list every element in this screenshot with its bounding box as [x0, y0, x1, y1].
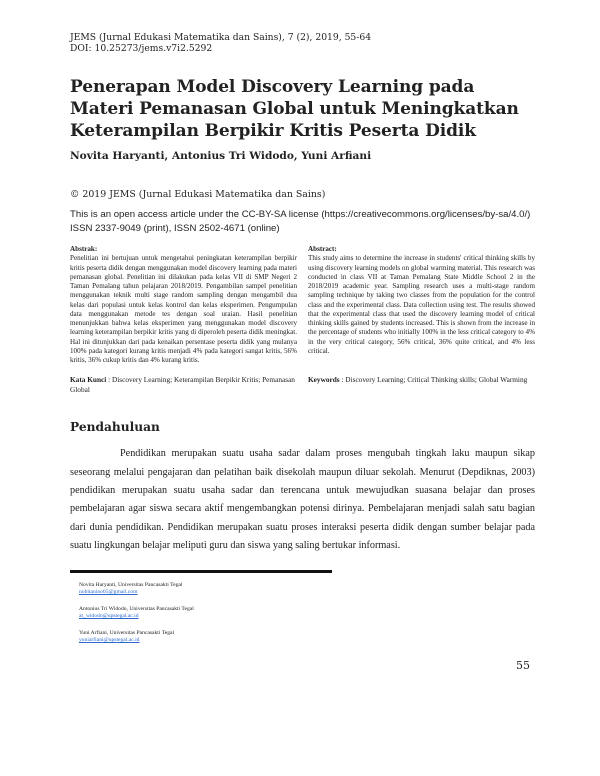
kata-kunci	[70, 375, 297, 394]
license-statement: This is an open access article under the CC-BY-SA license (https://creativecommons.org/licenses/by-sa/4.0/) ISSN 2337-9049 (print), ISSN 2502-4671 (online)	[70, 209, 531, 234]
keywords-label: Keywords	[308, 375, 340, 385]
author-list: Novita Haryanti, Antonius Tri Widodo, Yuni Arfiani	[70, 150, 372, 162]
footnote-email-link[interactable]: yuniarfiani@upstegal.ac.id	[79, 637, 140, 644]
footnote-email-link[interactable]: at_widodo@upstegal.ac.id	[79, 613, 139, 620]
article-title: Penerapan Model Discovery Learning pada Materi Pemanasan Global untuk Meningkatkan Keterampilan Berpikir Kritis Peserta Didik	[70, 77, 519, 141]
footnote-name: Antonius Tri Widodo, Universitas Pancasakti Tegal	[79, 605, 194, 612]
kata-kunci-label: Kata Kunci	[70, 375, 107, 385]
footnote-name: Novita Haryanti, Universitas Pancasakti Tegal	[79, 581, 183, 588]
footnote-author-1	[79, 582, 379, 597]
footnote-email-link[interactable]: nobitanino05@gmail.com	[79, 589, 138, 596]
footnote-divider	[70, 570, 332, 573]
footnote-author-2	[79, 606, 379, 621]
abstract-heading: Abstract:	[308, 245, 337, 253]
abstrak-heading: Abstrak:	[70, 245, 98, 253]
keywords	[308, 375, 535, 394]
footnote-author-3	[79, 630, 379, 645]
abstrak-body: Penelitian ini bertujuan untuk mengetahui peningkatan keterampilan berpikir kritis peserta didik dengan menggunakan model discovery learning pada materi pemanasan global. Penelitian ini dilakukan pada kelas VII di SMP Negeri 2 Taman Pemalang tahun pelajaran 2018/2019. Pengambilan sampel penelitian menggunakan teknik multi stage random sampling dengan mengambil dua kelas dari populasi untuk kelas kontrol dan kelas eksperimen. Pengumpulan data menggunakan metode tes dengan soal uraian. Hasil penelitian menunjukkan bahwa kelas eksperimen yang menggunakan model discovery learning keterampilan berpikir kritis yang di diperoleh peserta didik meningkat. Hal ini ditunjukkan dari pada kenaikan persentase peserta didik yang mulanya 100% pada kategori kurang kritis menjadi 4% pada kategori sangat kritis, 56% kritis, 36% cukup kritis dan 4% kurang kritis.	[70, 254, 297, 364]
section-heading: Pendahuluan	[70, 420, 160, 435]
abstract-body: This study aims to determine the increase in students' critical thinking skills by using discovery learning models on global warming material. This research was conducted in class VII at Taman Pemalang State Middle School 2 in the 2018/2019 academic year. Sampling research uses a multi-stage random sampling technique by taking two classes from the population for the control class and the experimental class. Data collection using test. The results showed that the experimental class that used the discovery learning model of critical thinking skills gained by students increased. This is shown from the increase in the percentage of students who initially 100% in the less critical category to 4% in the very critical category, 56% critical, 36% quite critical, and 4% less critical.	[308, 254, 535, 355]
abstract-column	[308, 245, 535, 365]
abstract-section	[70, 245, 535, 394]
copyright: © 2019 JEMS (Jurnal Edukasi Matematika dan Sains)	[70, 189, 326, 200]
doi: DOI: 10.25273/jems.v7i2.5292	[70, 43, 213, 54]
page-number: 55	[516, 658, 530, 672]
keywords-values: : Discovery Learning; Critical Thinking skills; Global Warming	[341, 375, 528, 385]
kata-kunci-values: : Discovery Learning; Keterampilan Berpikir Kritis; Pemanasan Global	[70, 375, 295, 394]
footnote-name: Yuni Arfiani, Universitas Pancasakti Tegal	[79, 629, 175, 636]
abstrak-column	[70, 245, 297, 365]
body-paragraph: Pendidikan merupakan suatu usaha sadar dalam proses mengubah tingkah laku maupun sikap seseorang melalui pengajaran dan pelatihan baik disekolah maupun diluar sekolah. Menurut (Depdiknas, 2003) pendidikan merupakan suatu usaha sadar dan terencana untuk mewujudkan suasana belajar dan proses pembelajaran agar siswa secara aktif mengembangkan potensi dirinya. Pembelajaran menjadi salah satu bagian dari dunia pendidikan. Pendidikan merupakan suatu proses interaksi peserta didik dengan sumber belajar pada suatu lingkungan belajar meliputi guru dan siswa yang saling bertukar informasi.	[70, 448, 535, 552]
journal-header	[70, 32, 535, 54]
journal-citation: JEMS (Jurnal Edukasi Matematika dan Sains), 7 (2), 2019, 55-64	[70, 32, 372, 43]
